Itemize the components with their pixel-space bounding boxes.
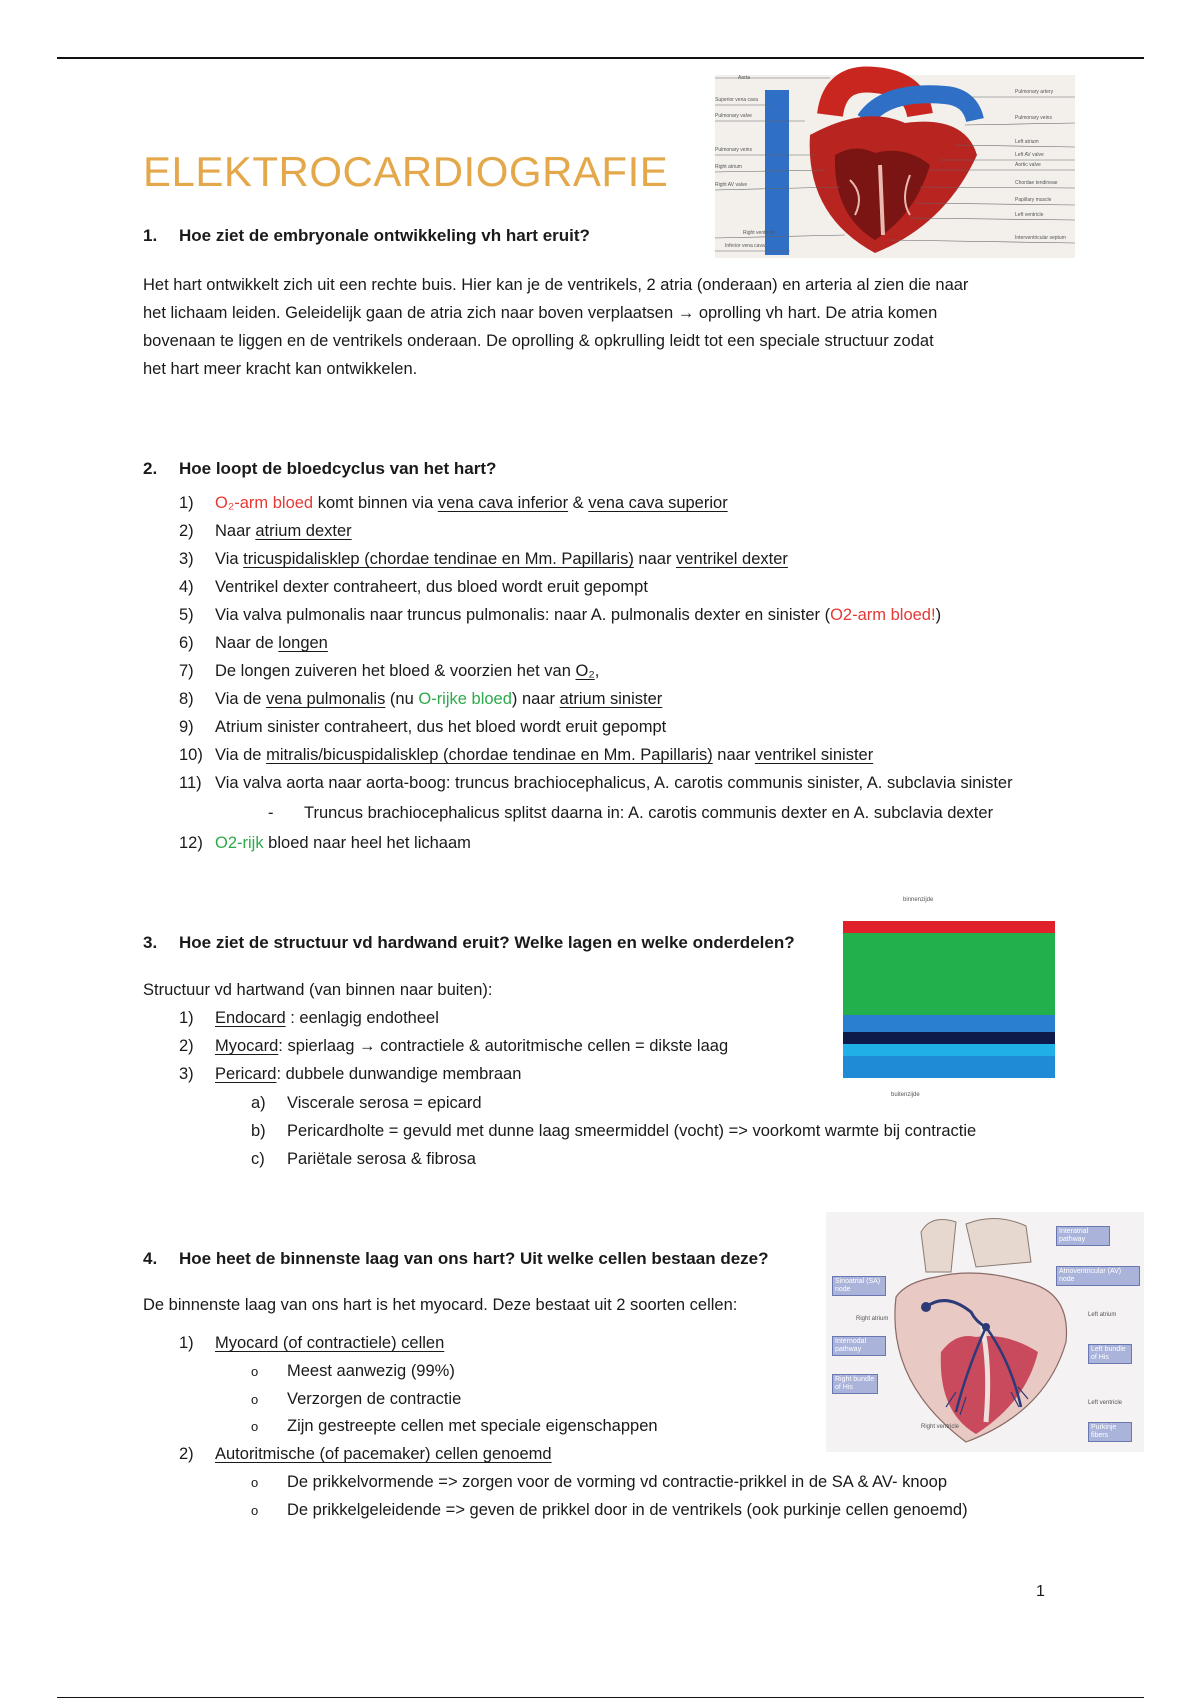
circle-bullet: o xyxy=(251,1503,259,1518)
step-number: 7) xyxy=(179,662,194,680)
cell-type-1-item xyxy=(251,1362,455,1381)
step-text: Truncus brachiocephalicus splitst daarna in: A. carotis communis dexter en A. subclavia dexter xyxy=(304,804,994,822)
circle-bullet: o xyxy=(251,1419,259,1434)
step-green-text: O-rijke bloed xyxy=(418,690,512,708)
part-desc: Pariëtale serosa & fibrosa xyxy=(287,1150,476,1168)
pericard-part-c xyxy=(251,1150,476,1169)
item-text: De prikkelgeleidende => geven de prikkel door in de ventrikels (ook purkinje cellen genoemd) xyxy=(287,1501,968,1519)
step-text: naar xyxy=(633,550,677,568)
blood-cycle-step-6 xyxy=(179,634,328,653)
step-underlined: ventrikel dexter xyxy=(676,550,788,568)
endocard-layer xyxy=(843,921,1055,933)
myocard-layer xyxy=(843,933,1055,1015)
part-letter: a) xyxy=(251,1094,266,1112)
wall-layer-2 xyxy=(179,1037,728,1056)
blood-cycle-step-10 xyxy=(179,746,873,765)
heart-label: Papillary muscle xyxy=(1015,197,1052,203)
item-text: Verzorgen de contractie xyxy=(287,1390,462,1408)
top-rule xyxy=(57,57,1144,59)
circle-bullet: o xyxy=(251,1475,259,1490)
step-underlined: longen xyxy=(278,634,328,652)
step-number: 5) xyxy=(179,606,194,624)
section-heading-text: Hoe ziet de embryonale ontwikkeling vh hart eruit? xyxy=(179,226,590,245)
heart-label: Interventricular septum xyxy=(1015,235,1066,241)
heart-label: Inferior vena cava xyxy=(725,243,765,249)
label-right-bundle: Right bundle of His xyxy=(832,1374,878,1394)
conduction-illustration xyxy=(826,1212,1144,1452)
heart-label: Left ventricle xyxy=(1015,212,1044,218)
step-text: , xyxy=(594,662,600,680)
layers-label-top: binnenzijde xyxy=(903,897,934,903)
step-text: Via de xyxy=(215,746,267,764)
bottom-rule xyxy=(57,1697,1144,1698)
step-green-text: O2-rijk xyxy=(215,834,264,852)
pericardial-cavity-layer xyxy=(843,1032,1055,1044)
step-number: 6) xyxy=(179,634,194,652)
cell-type-2 xyxy=(179,1445,552,1464)
pericard-part-b xyxy=(251,1122,976,1141)
label-right-atrium: Right atrium xyxy=(856,1316,889,1322)
heart-label: Pulmonary artery xyxy=(1015,89,1054,95)
blood-cycle-step-11 xyxy=(179,774,1013,793)
heart-anatomy-image xyxy=(715,75,1075,258)
paragraph-line: het hart meer kracht kan ontwikkelen. xyxy=(143,360,418,378)
section-2-heading xyxy=(143,459,496,479)
epicard-layer xyxy=(843,1015,1055,1032)
heart-label: Aorta xyxy=(738,75,750,81)
step-text: Via de xyxy=(215,690,267,708)
wall-layer-3 xyxy=(179,1065,521,1084)
paragraph-line: bovenaan te liggen en de ventrikels onderaan. De oprolling & opkrulling leidt tot een speciale structuur zodat xyxy=(143,332,934,350)
step-underlined: mitralis/bicuspidalisklep (chordae tendinae en Mm. Papillaris) xyxy=(266,746,713,764)
section-3-intro: Structuur vd hartwand (van binnen naar buiten): xyxy=(143,981,493,999)
step-text: ) xyxy=(935,606,942,624)
step-underlined: ventrikel sinister xyxy=(754,746,874,764)
step-underlined: O₂ xyxy=(575,662,595,680)
blood-cycle-step-4 xyxy=(179,578,648,597)
label-av-node: Atrioventricular (AV) node xyxy=(1056,1266,1140,1286)
heart-wall-layers-figure xyxy=(843,897,1055,1098)
cell-type-2-item xyxy=(251,1473,947,1492)
step-underlined: vena cava inferior xyxy=(437,494,569,512)
parietal-serosa-layer xyxy=(843,1044,1055,1056)
blood-cycle-substep xyxy=(268,804,993,823)
cell-type-number: 1) xyxy=(179,1334,194,1352)
fibrosa-layer xyxy=(843,1056,1055,1078)
step-number: 9) xyxy=(179,718,194,736)
layer-desc: : eenlagig endotheel xyxy=(285,1009,439,1027)
label-sa-node: Sinoatrial (SA) node xyxy=(832,1276,886,1296)
blood-cycle-step-8 xyxy=(179,690,662,709)
step-text: Via xyxy=(215,550,244,568)
section-1-paragraph xyxy=(143,271,1058,383)
heart-label: Pulmonary veins xyxy=(715,147,752,153)
layer-name: Pericard xyxy=(215,1065,277,1083)
layer-number: 1) xyxy=(179,1009,194,1027)
cell-type-1 xyxy=(179,1334,444,1353)
step-red-text: O₂-arm bloed xyxy=(215,494,314,512)
heart-label: Pulmonary valve xyxy=(715,113,752,119)
section-heading-text: Hoe ziet de structuur vd hardwand eruit? Welke lagen en welke onderdelen? xyxy=(179,933,795,952)
label-left-ventricle: Left ventricle xyxy=(1088,1400,1123,1406)
section-4-heading xyxy=(143,1249,769,1269)
heart-label: Left atrium xyxy=(1015,139,1039,145)
step-number: 11) xyxy=(179,774,202,792)
wall-layer-1 xyxy=(179,1009,439,1028)
heart-label: Pulmonary veins xyxy=(1015,115,1052,121)
cell-type-name: Autoritmische (of pacemaker) cellen genoemd xyxy=(215,1445,552,1463)
blood-cycle-step-2 xyxy=(179,522,352,541)
section-4-intro: De binnenste laag van ons hart is het myocard. Deze bestaat uit 2 soorten cellen: xyxy=(143,1296,738,1314)
item-text: De prikkelvormende => zorgen voor de vorming vd contractie-prikkel in de SA & AV- knoop xyxy=(287,1473,948,1491)
step-text: Naar de xyxy=(215,634,279,652)
dash-bullet: - xyxy=(268,804,274,822)
layer-name: Endocard xyxy=(215,1009,286,1027)
step-number: 3) xyxy=(179,550,194,568)
heart-label: Right ventricle xyxy=(743,230,775,236)
step-text: Via valva aorta naar aorta-boog: truncus brachiocephalicus, A. carotis communis sinister, A. subclavia sinister xyxy=(215,774,1013,792)
part-desc: Viscerale serosa = epicard xyxy=(287,1094,482,1112)
circle-bullet: o xyxy=(251,1364,259,1379)
blood-cycle-step-12 xyxy=(179,834,471,853)
label-right-ventricle: Right ventricle xyxy=(921,1424,960,1430)
step-text: (nu xyxy=(385,690,419,708)
step-text: Via valva pulmonalis naar truncus pulmonalis: naar A. pulmonalis dexter en sinister ( xyxy=(215,606,831,624)
layer-desc: : dubbele dunwandige membraan xyxy=(276,1065,522,1083)
section-number: 4. xyxy=(143,1249,158,1268)
step-number: 10) xyxy=(179,746,203,764)
step-text: komt binnen via xyxy=(313,494,438,512)
step-underlined: atrium dexter xyxy=(255,522,352,540)
layer-number: 2) xyxy=(179,1037,194,1055)
blood-cycle-step-5 xyxy=(179,606,941,625)
step-number: 2) xyxy=(179,522,194,540)
section-heading-text: Hoe loopt de bloedcyclus van het hart? xyxy=(179,459,497,478)
step-text: De longen zuiveren het bloed & voorzien het van xyxy=(215,662,576,680)
step-underlined: atrium sinister xyxy=(559,690,663,708)
layer-name: Myocard xyxy=(215,1037,279,1055)
heart-label: Superior vena cava xyxy=(715,97,759,103)
cell-type-1-item xyxy=(251,1417,658,1436)
step-text: naar xyxy=(712,746,755,764)
heart-label: Chordae tendineae xyxy=(1015,180,1058,186)
label-internodal-pathway: Internodal pathway xyxy=(832,1336,886,1356)
label-left-atrium: Left atrium xyxy=(1088,1312,1117,1318)
step-red-text: O2-arm bloed! xyxy=(830,606,936,624)
heart-label: Right AV valve xyxy=(715,182,748,188)
paragraph-line: het lichaam leiden. Geleidelijk gaan de atria zich naar boven verplaatsen → oprolling vh hart. De atria komen xyxy=(143,304,938,322)
label-left-bundle: Left bundle of His xyxy=(1088,1344,1132,1364)
step-underlined: vena cava superior xyxy=(588,494,728,512)
step-underlined: vena pulmonalis xyxy=(266,690,386,708)
part-desc: Pericardholte = gevuld met dunne laag smeermiddel (vocht) => voorkomt warmte bij contractie xyxy=(287,1122,977,1140)
heart-label: Right atrium xyxy=(715,164,742,170)
cell-type-number: 2) xyxy=(179,1445,194,1463)
step-text: Naar xyxy=(215,522,256,540)
section-heading-text: Hoe heet de binnenste laag van ons hart? Uit welke cellen bestaan deze? xyxy=(179,1249,769,1268)
page-number: 1 xyxy=(1036,1583,1045,1600)
section-number: 1. xyxy=(143,226,158,245)
step-text: ) naar xyxy=(511,690,560,708)
conduction-system-image xyxy=(826,1212,1144,1452)
blood-cycle-step-1 xyxy=(179,494,728,513)
heart-label: Left AV valve xyxy=(1015,152,1044,158)
step-text: & xyxy=(568,494,589,512)
blood-cycle-step-3 xyxy=(179,550,788,569)
blood-cycle-step-7 xyxy=(179,662,599,681)
circle-bullet: o xyxy=(251,1392,259,1407)
section-3-heading xyxy=(143,933,795,953)
step-number: 8) xyxy=(179,690,194,708)
step-text: Atrium sinister contraheert, dus het bloed wordt eruit gepompt xyxy=(215,718,667,736)
section-number: 3. xyxy=(143,933,158,952)
item-text: Zijn gestreepte cellen met speciale eigenschappen xyxy=(287,1417,658,1435)
cell-type-1-item xyxy=(251,1390,461,1409)
part-letter: c) xyxy=(251,1150,265,1168)
blood-cycle-step-9 xyxy=(179,718,666,737)
step-number: 12) xyxy=(179,834,203,852)
step-number: 4) xyxy=(179,578,194,596)
part-letter: b) xyxy=(251,1122,266,1140)
document-title: ELEKTROCARDIOGRAFIE xyxy=(143,148,669,195)
layer-number: 3) xyxy=(179,1065,194,1083)
section-number: 2. xyxy=(143,459,158,478)
label-interatrial-pathway: Interatrial pathway xyxy=(1056,1226,1110,1246)
section-1-heading xyxy=(143,226,590,246)
step-text: Ventrikel dexter contraheert, dus bloed wordt eruit gepompt xyxy=(215,578,648,596)
item-text: Meest aanwezig (99%) xyxy=(287,1362,455,1380)
step-underlined: tricuspidalisklep (chordae tendinae en Mm. Papillaris) xyxy=(243,550,634,568)
cell-type-2-item xyxy=(251,1501,968,1520)
layers-label-bottom: buitenzijde xyxy=(891,1092,920,1098)
pericard-part-a xyxy=(251,1094,482,1113)
layer-desc: : spierlaag → contractiele & autoritmische cellen = dikste laag xyxy=(278,1037,729,1055)
label-purkinje-fibers: Purkinje fibers xyxy=(1088,1422,1132,1442)
heart-label: Aortic valve xyxy=(1015,162,1041,168)
step-text: bloed naar heel het lichaam xyxy=(263,834,471,852)
paragraph-line: Het hart ontwikkelt zich uit een rechte buis. Hier kan je de ventrikels, 2 atria (onderaan) en arteria al zien die naar xyxy=(143,276,969,294)
cell-type-name: Myocard (of contractiele) cellen xyxy=(215,1334,445,1352)
step-number: 1) xyxy=(179,494,194,512)
